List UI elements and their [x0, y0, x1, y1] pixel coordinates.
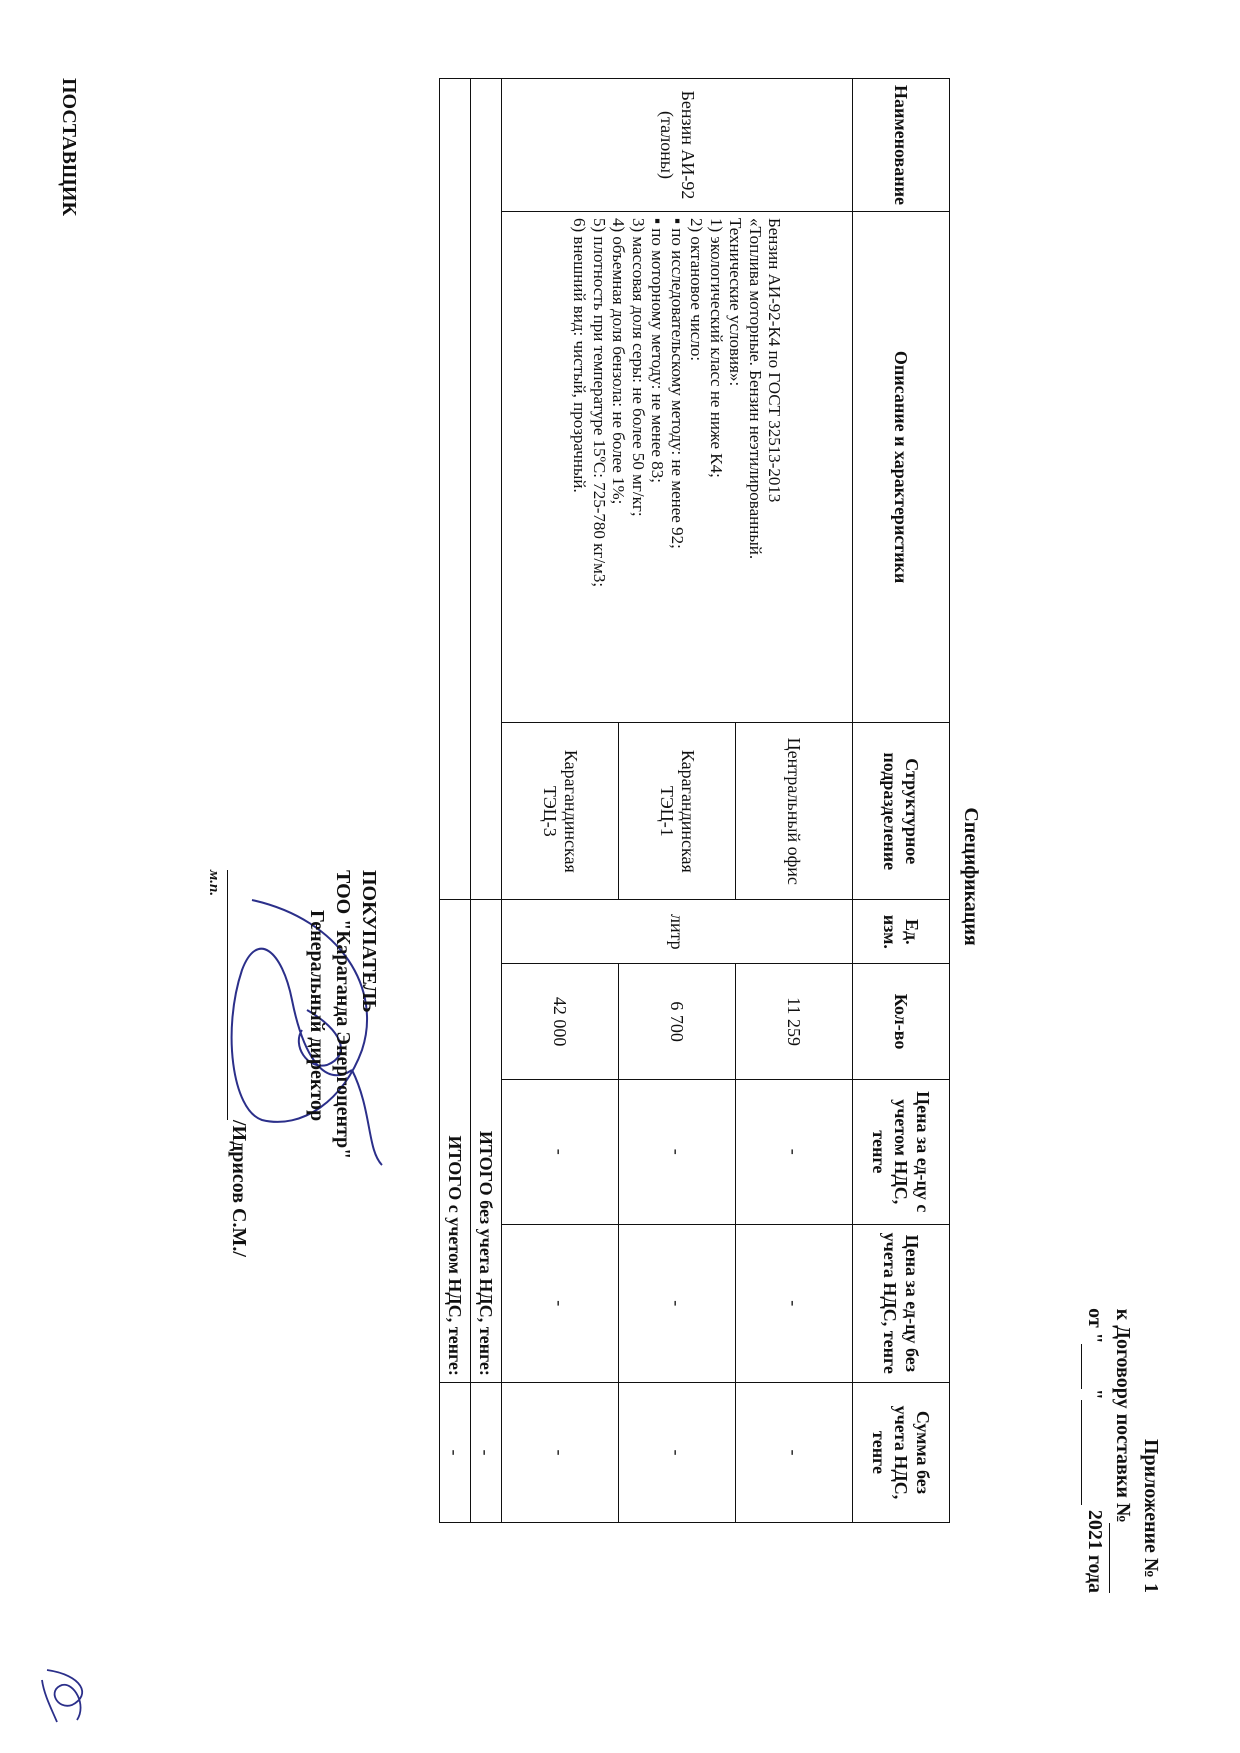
header-quantity: Кол-во: [853, 964, 950, 1080]
appendix-line2: к Договору поставки №: [1109, 1308, 1137, 1593]
total-without-vat-row: [471, 79, 502, 1523]
header-sum-without-vat: Сумма без учета НДС, тенге: [853, 1382, 950, 1522]
appendix-header: [1081, 1308, 1165, 1593]
price-with-vat-cell: -: [502, 1079, 619, 1224]
unit-cell: литр: [502, 900, 853, 964]
quantity-cell: 42 000: [502, 964, 619, 1080]
buyer-signer: /Идрисов С.М./: [228, 1120, 250, 1257]
specification-table: [439, 78, 950, 1523]
table-header-row: [853, 79, 950, 1523]
appendix-line3: от "" 2021 года: [1081, 1308, 1109, 1593]
buyer-signature-line: [227, 870, 250, 1257]
product-description: Бензин АИ-92-К4 по ГОСТ 32513-2013 «Топлива моторные. Бензин неэтилированный. Технические условия»: 1) экологический класс не ниже К4; 2) октановое число: ▪ по исследовательскому методу: не менее 92; ▪ по моторному методу: не менее 83; 3) массовая доля серы: не более 50 мг/кг; 4) объемная доля бензола: не более 1%; 5) плотность при температуре 15ºС: 725-780 кг/м3; 6) внешний вид: чистый, прозрачный.: [502, 212, 853, 723]
buyer-label: ПОКУПАТЕЛЬ: [358, 870, 380, 1013]
stamp-place: м.п.: [206, 870, 222, 897]
table-row: [736, 79, 853, 1523]
price-without-vat-cell: -: [736, 1224, 853, 1382]
total-without-vat-label: ИТОГО без учета НДС, тенге:: [471, 900, 502, 1383]
quantity-cell: 6 700: [619, 964, 736, 1080]
header-division: Структурное подразделение: [853, 723, 950, 900]
initials-mark: [32, 1660, 102, 1730]
total-without-vat-value: -: [471, 1382, 502, 1522]
price-with-vat-cell: -: [736, 1079, 853, 1224]
quantity-cell: 11 259: [736, 964, 853, 1080]
sum-without-vat-cell: -: [619, 1382, 736, 1522]
price-with-vat-cell: -: [619, 1079, 736, 1224]
appendix-line1: Приложение № 1: [1140, 1438, 1162, 1593]
product-name: Бензин АИ-92 (талоны): [502, 79, 853, 212]
price-without-vat-cell: -: [502, 1224, 619, 1382]
buyer-position: Генеральный директор: [306, 910, 328, 1122]
header-name: Наименование: [853, 79, 950, 212]
sum-without-vat-cell: -: [736, 1382, 853, 1522]
document-title: Спецификация: [960, 807, 982, 946]
supplier-label: ПОСТАВЩИК: [58, 78, 80, 216]
header-description: Описание и характеристики: [853, 212, 950, 723]
header-unit: Ед. изм.: [853, 900, 950, 964]
header-price-with-vat: Цена за ед-цу с учетом НДС, тенге: [853, 1079, 950, 1224]
price-without-vat-cell: -: [619, 1224, 736, 1382]
buyer-company: ТОО "Караганда Энергоцентр": [332, 870, 354, 1160]
buyer-block: [304, 870, 382, 1159]
total-with-vat-value: -: [440, 1382, 471, 1522]
division-cell: Карагандинская ТЭЦ-3: [502, 723, 619, 900]
division-cell: Центральный офис: [736, 723, 853, 900]
division-cell: Карагандинская ТЭЦ-1: [619, 723, 736, 900]
total-with-vat-label: ИТОГО с учетом НДС, тенге:: [440, 900, 471, 1383]
total-with-vat-row: [440, 79, 471, 1523]
sum-without-vat-cell: -: [502, 1382, 619, 1522]
header-price-without-vat: Цена за ед-цу без учета НДС, тенге: [853, 1224, 950, 1382]
